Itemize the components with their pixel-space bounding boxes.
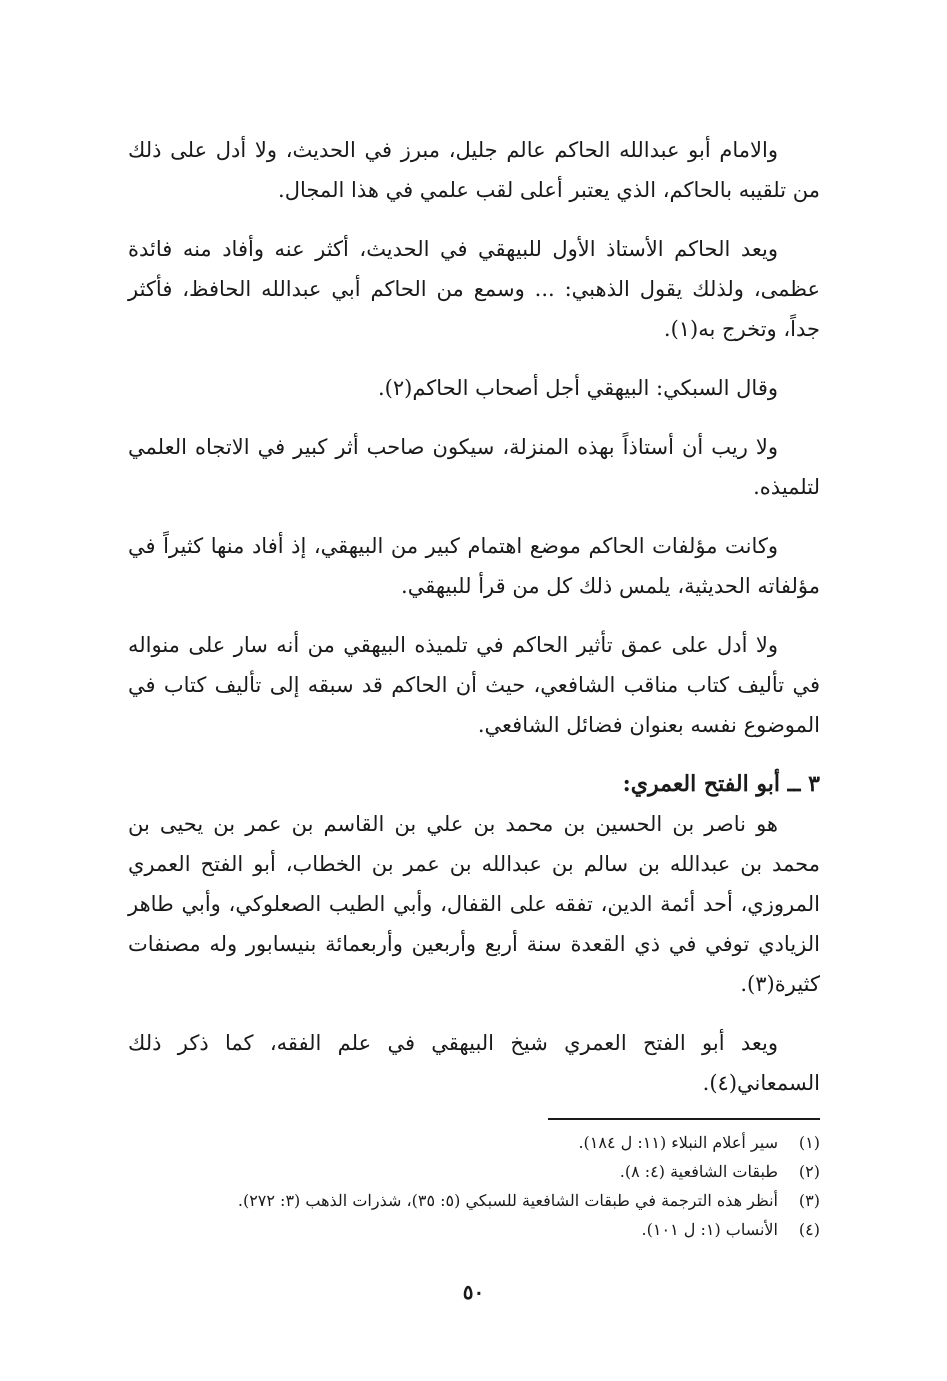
footnote-1	[128, 1128, 820, 1157]
footnote-2	[128, 1157, 820, 1186]
footnote-text: سير أعلام النبلاء (١١: ل ١٨٤).	[578, 1133, 778, 1152]
footnote-number: (٣)	[798, 1191, 820, 1210]
main-text	[128, 130, 820, 1122]
paragraph-2: ويعد الحاكم الأستاذ الأول للبيهقي في الحديث، أكثر عنه وأفاد منه فائدة عظمى، ولذلك يقول الذهبي: ... وسمع من الحاكم أبي عبدالله الحافظ، فأكثر جداً، وتخرج به(١).	[128, 237, 820, 341]
footnote-divider	[548, 1118, 820, 1120]
footnote-text: أنظر هذه الترجمة في طبقات الشافعية للسبكي (٥: ٣٥)، شذرات الذهب (٣: ٢٧٢).	[237, 1191, 778, 1210]
footnote-text: الأنساب (١: ل ١٠١).	[641, 1220, 778, 1239]
paragraph-7: هو ناصر بن الحسين بن محمد بن علي بن القاسم بن عمر بن يحيى بن محمد بن عبدالله بن سالم بن عبدالله بن عمر بن الخطاب، أبو الفتح العمري المروزي، أحد أئمة الدين، تفقه على القفال، وأبي الطيب الصعلوكي، وأبي طاهر الزيادي توفي في ذي القعدة سنة أربع وأربعين وأربعمائة بنيسابور وله مصنفات كثيرة(٣).	[128, 812, 820, 996]
section-heading: ٣ ــ أبو الفتح العمري:	[622, 771, 820, 797]
footnotes	[128, 1118, 820, 1244]
page-number: ٥٠	[462, 1280, 485, 1304]
paragraph-4: ولا ريب أن أستاذاً بهذه المنزلة، سيكون صاحب أثر كبير في الاتجاه العلمي لتلميذه.	[128, 435, 820, 499]
footnote-4	[128, 1215, 820, 1244]
footnote-number: (٢)	[798, 1162, 820, 1181]
footnote-number: (١)	[798, 1133, 820, 1152]
footnote-number: (٤)	[798, 1220, 820, 1239]
footnote-3	[128, 1186, 820, 1215]
paragraph-1: والامام أبو عبدالله الحاكم عالم جليل، مبرز في الحديث، ولا أدل على ذلك من تلقيبه بالحاكم، الذي يعتبر أعلى لقب علمي في هذا المجال.	[128, 138, 820, 202]
footnote-text: طبقات الشافعية (٤: ٨).	[619, 1162, 778, 1181]
paragraph-5: وكانت مؤلفات الحاكم موضع اهتمام كبير من البيهقي، إذ أفاد منها كثيراً في مؤلفاته الحديثية، يلمس ذلك كل من قرأ للبيهقي.	[128, 534, 820, 598]
paragraph-6: ولا أدل على عمق تأثير الحاكم في تلميذه البيهقي من أنه سار على منواله في تأليف كتاب مناقب الشافعي، حيث أن الحاكم قد سبقه إلى تأليف كتاب في الموضوع نفسه بعنوان فضائل الشافعي.	[128, 633, 820, 737]
paragraph-8: ويعد أبو الفتح العمري شيخ البيهقي في علم الفقه، كما ذكر ذلك السمعاني(٤).	[128, 1031, 820, 1095]
paragraph-3: وقال السبكي: البيهقي أجل أصحاب الحاكم(٢).	[377, 376, 778, 400]
